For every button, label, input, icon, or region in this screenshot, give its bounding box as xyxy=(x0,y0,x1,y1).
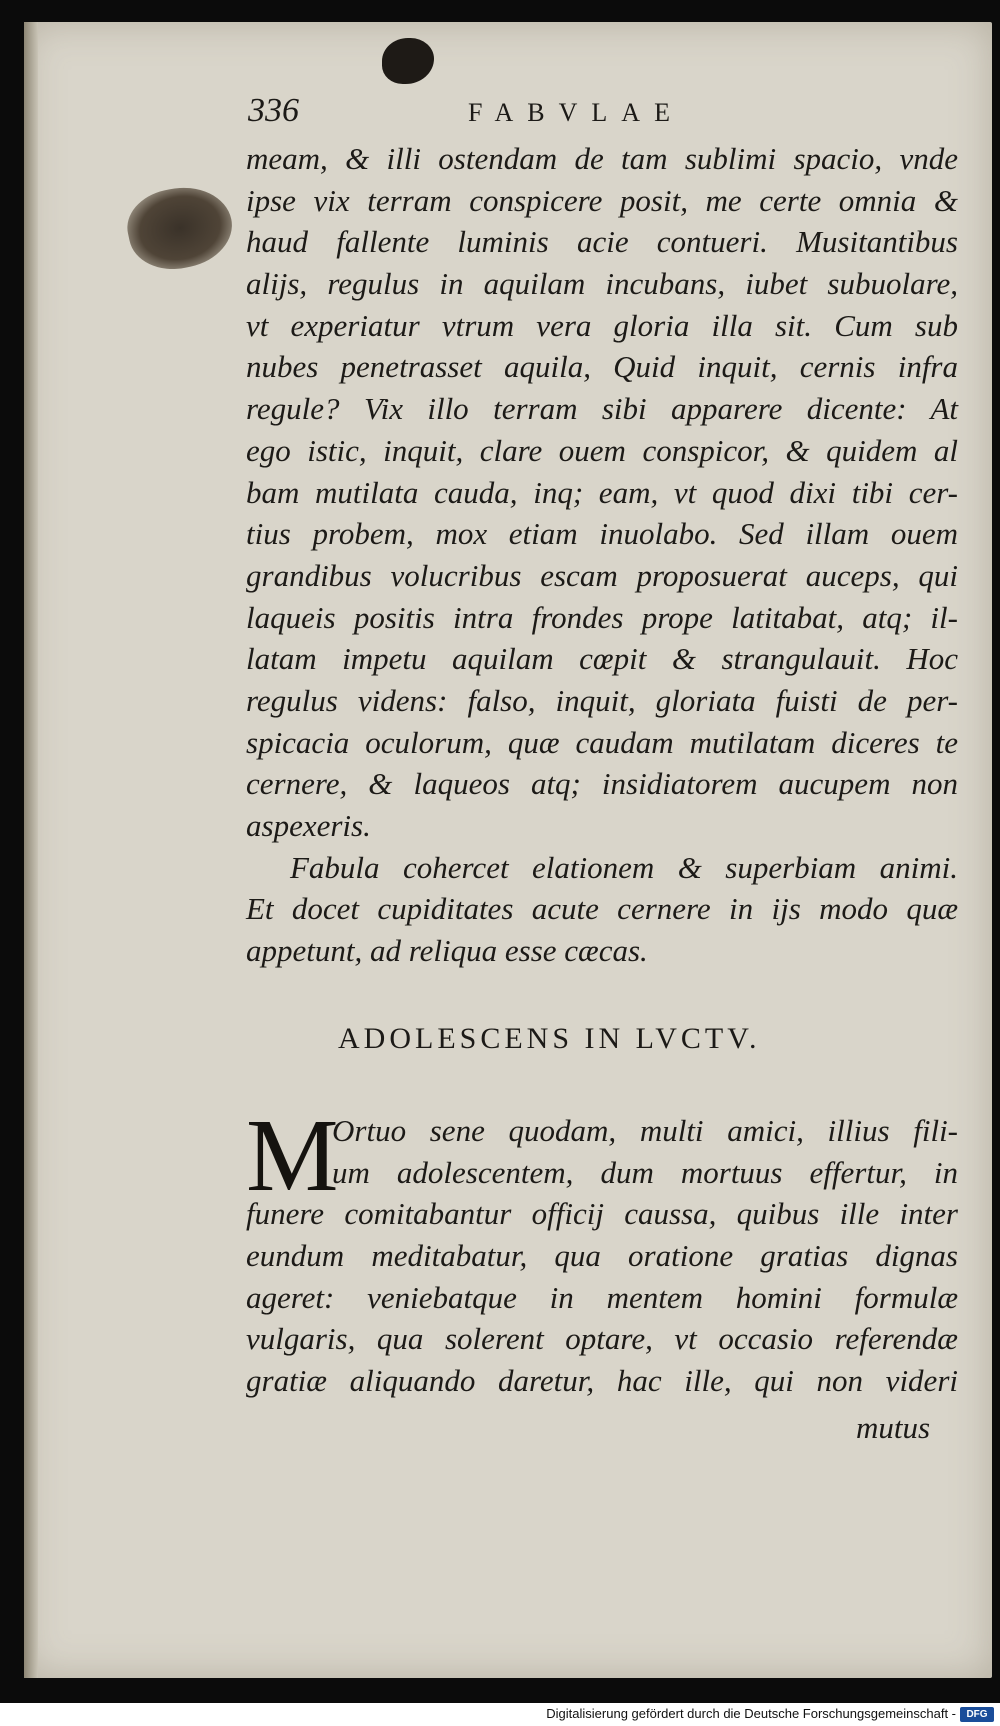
page-header xyxy=(248,92,958,136)
text-line: grandibus volucribus escam proposuerat auceps, qui xyxy=(246,557,958,593)
section-heading: ADOLESCENS IN LVCTV. xyxy=(338,1022,761,1055)
text-line: vt experiatur vtrum vera gloria illa sit. Cum sub xyxy=(246,307,958,343)
text-line: cernere, & laqueos atq; insidiatorem aucupem non xyxy=(246,766,958,802)
digitization-footer xyxy=(0,1703,1000,1726)
text-line: haud fallente luminis acie contueri. Musitantibus xyxy=(246,224,958,260)
text-line: bam mutilata cauda, inq; eam, vt quod dixi tibi cer- xyxy=(246,474,958,510)
text-line: vulgaris, qua solerent optare, vt occasio referendæ xyxy=(246,1321,958,1357)
page-edge xyxy=(24,22,38,1678)
fable-body xyxy=(246,138,958,972)
moral-line: Fabula cohercet elationem & superbiam animi. xyxy=(290,849,958,885)
text-line: gratiæ aliquando daretur, hac ille, qui non videri xyxy=(246,1363,958,1399)
text-line: tius probem, mox etiam inuolabo. Sed illam ouem xyxy=(246,516,958,552)
catchword: mutus xyxy=(856,1410,931,1445)
text-line: um adolescentem, dum mortuus effertur, in xyxy=(332,1154,958,1190)
text-line: meam, & illi ostendam de tam sublimi spacio, vnde xyxy=(246,141,958,176)
text-line: funere comitabantur officij caussa, quibus ille inter xyxy=(246,1196,958,1232)
text-line: ego istic, inquit, clare ouem conspicor, & quidem al xyxy=(246,432,958,468)
text-line: ageret: veniebatque in mentem homini formulæ xyxy=(246,1279,958,1315)
text-line: latam impetu aquilam cœpit & strangulauit. Hoc xyxy=(246,641,958,677)
text-line: nubes penetrasset aquila, Quid inquit, cernis infra xyxy=(246,349,958,385)
text-line: aspexeris. xyxy=(246,808,371,843)
footer-text: Digitalisierung gefördert durch die Deutsche Forschungsgemeinschaft - xyxy=(546,1706,956,1721)
dfg-logo-icon[interactable]: DFG xyxy=(960,1707,994,1722)
text-line: eundum meditabatur, qua oratione gratias dignas xyxy=(246,1238,958,1274)
text-line: ipse vix terram conspicere posit, me certe omnia & xyxy=(246,182,958,218)
running-title: FABVLAE xyxy=(468,98,684,127)
text-line: regule? Vix illo terram sibi apparere dicente: At xyxy=(246,391,958,427)
section-body xyxy=(246,1098,958,1402)
drop-cap: M xyxy=(246,1098,339,1213)
text-line: Ortuo sene quodam, multi amici, illius fili- xyxy=(332,1113,958,1148)
text-line: spicacia oculorum, quæ caudam mutilatam diceres te xyxy=(246,724,958,760)
moral-line: Et docet cupiditates acute cernere in ijs modo quæ xyxy=(246,891,958,927)
text-line: regulus videns: falso, inquit, gloriata fuisti de per- xyxy=(246,682,958,718)
text-line: laqueis positis intra frondes prope latitabat, atq; il- xyxy=(246,599,958,635)
page-number: 336 xyxy=(248,92,299,129)
moral-line: appetunt, ad reliqua esse cæcas. xyxy=(246,933,648,969)
text-line: alijs, regulus in aquilam incubans, iubet subuolare, xyxy=(246,266,958,302)
